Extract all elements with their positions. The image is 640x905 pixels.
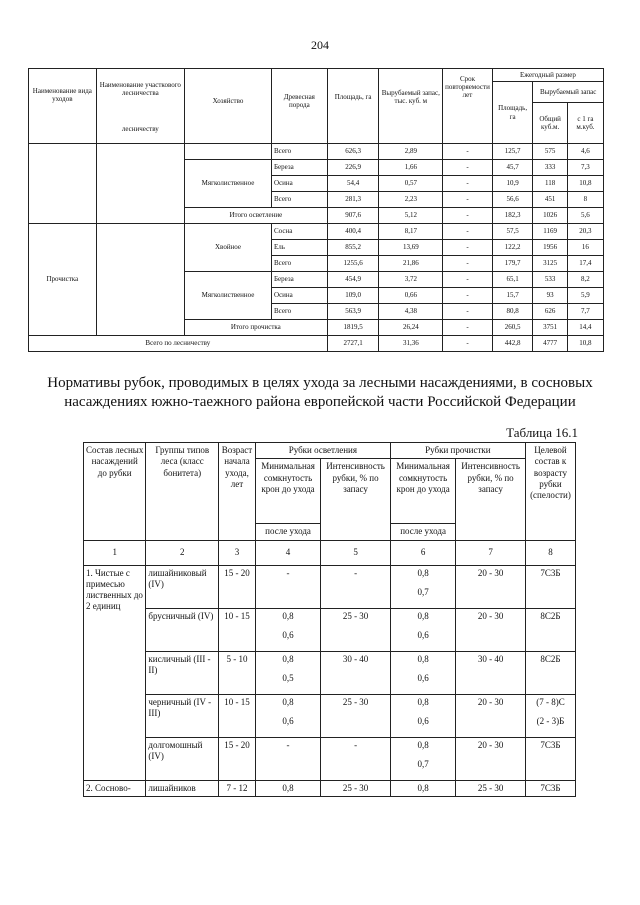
total-cell: 93 [533,288,567,304]
clean-intensity-cell: 20 - 30 [456,737,526,780]
perha-cell: 5,6 [567,208,603,224]
forest-type-cell: лишайниковый (IV) [146,565,219,608]
subtotal-label: Итого прочистка [185,320,328,336]
header-term: Срок повторяемости лет [443,69,493,144]
forest-type-cell: долгомошный (IV) [146,737,219,780]
perha-cell: 20,3 [567,224,603,240]
perha-cell: 5,9 [567,288,603,304]
header-per-ha: с 1 га м.куб. [567,103,603,144]
column-number: 6 [390,540,455,565]
column-number: 3 [219,540,256,565]
aarea-cell: 10,9 [492,176,533,192]
target-cell-top: 7С3Б [540,739,561,750]
clean-min-cell [390,694,455,737]
area-cell: 400,4 [327,224,379,240]
forest-type-cell: кисличный (III - II) [146,651,219,694]
district-cell-cleaning [96,224,184,336]
header-district: Наименование участкового лесничества лесничеству [96,69,184,144]
perha-cell: 14,4 [567,320,603,336]
header-care-type: Наименование вида уходов [29,69,97,144]
forest-care-summary-table [28,68,604,352]
light-min-cell [255,737,320,780]
aarea-cell: 57,5 [492,224,533,240]
area-cell: 563,9 [327,304,379,320]
stock-cell: 21,86 [379,256,443,272]
aarea-cell: 182,3 [492,208,533,224]
clean-min-cell-bottom: 0,7 [417,758,429,769]
farm-cell: Мягколиственное [185,272,272,320]
area-cell: 1255,6 [327,256,379,272]
area-cell: 454,9 [327,272,379,288]
perha-cell: 8 [567,192,603,208]
age-cell: 10 - 15 [219,608,256,651]
header-light-after: после ухода [255,524,320,540]
perha-cell: 10,8 [567,336,603,352]
term-cell: - [443,336,493,352]
term-cell: - [443,224,493,240]
light-min-cell-bottom [258,759,318,770]
target-cell-top: (7 - 8)С [536,696,565,707]
light-intensity-cell: - [321,565,391,608]
total-cell: 118 [533,176,567,192]
area-cell: 907,6 [327,208,379,224]
clean-min-cell-bottom: 0,7 [417,586,429,597]
aarea-cell: 122,2 [492,240,533,256]
header-cleaning: Рубки прочистки [390,443,525,459]
column-number: 7 [456,540,526,565]
target-cell-top: 7С3Б [540,567,561,578]
clean-min-cell-top: 0,8 [417,696,429,707]
clean-min-cell [390,651,455,694]
light-min-cell [255,694,320,737]
header-composition: Состав лесных насаждений до рубки [84,443,146,541]
age-cell: 7 - 12 [219,780,256,796]
light-min-cell-bottom: 0,6 [282,715,294,726]
term-cell: - [443,272,493,288]
header-species: Древесная порода [272,69,328,144]
species-cell: Ель [272,240,328,256]
target-cell [525,565,575,608]
header-stock: Вырубаемый запас, тыс. куб. м [379,69,443,144]
header-target: Целевой состав к возрасту рубки (спелости) [525,443,575,541]
header-age: Возраст начала ухода, лет [219,443,256,541]
age-cell: 10 - 15 [219,694,256,737]
total-cell: 451 [533,192,567,208]
light-min-cell-top: 0,8 [282,610,294,621]
term-cell: - [443,208,493,224]
farm-cell: Хвойное [185,224,272,272]
term-cell: - [443,192,493,208]
light-intensity-cell: 25 - 30 [321,694,391,737]
clean-min-cell-bottom: 0,6 [417,672,429,683]
target-cell [525,651,575,694]
area-cell: 1819,5 [327,320,379,336]
total-cell: 4777 [533,336,567,352]
stock-cell: 31,36 [379,336,443,352]
area-cell: 226,9 [327,160,379,176]
aarea-cell: 45,7 [492,160,533,176]
stock-cell: 0,57 [379,176,443,192]
clean-min-cell-bottom: 0,6 [417,629,429,640]
column-number: 4 [255,540,320,565]
aarea-cell: 179,7 [492,256,533,272]
aarea-cell: 56,6 [492,192,533,208]
stock-cell: 2,23 [379,192,443,208]
district-cell-light [96,144,184,224]
table-row [29,144,604,160]
light-min-cell [255,651,320,694]
age-cell: 15 - 20 [219,737,256,780]
age-cell: 5 - 10 [219,651,256,694]
target-cell-bottom [528,673,573,684]
table-row [84,651,576,694]
farm-cell: Мягколиственное [185,160,272,208]
header-total: Общий куб.м. [533,103,567,144]
header-area: Площадь, га [327,69,379,144]
clean-min-cell-top: 0,8 [417,567,429,578]
term-cell: - [443,176,493,192]
column-number: 5 [321,540,391,565]
light-intensity-cell: 30 - 40 [321,651,391,694]
clean-intensity-cell: 20 - 30 [456,694,526,737]
header-clean-intensity: Интенсивность рубки, % по запасу [456,459,526,540]
header-forest-type: Группы типов леса (класс бонитета) [146,443,219,541]
header-district-extra: лесничеству [121,125,159,134]
stock-cell: 26,24 [379,320,443,336]
stock-cell: 1,66 [379,160,443,176]
perha-cell: 7,3 [567,160,603,176]
table-row [84,565,576,608]
clean-intensity-cell: 20 - 30 [456,608,526,651]
section-heading: Нормативы рубок, проводимых в целях ухода за лесными насаждениями, в сосновых насаждениях южно-таежного района европейской части Российской Федерации [47,375,593,410]
thinning-norms-table [83,442,576,797]
light-min-cell-top: - [286,739,290,750]
clean-min-cell [390,608,455,651]
species-cell: Осина [272,176,328,192]
perha-cell: 16 [567,240,603,256]
target-cell-bottom: (2 - 3)Б [536,715,565,726]
stock-cell: 13,69 [379,240,443,256]
target-cell-bottom [528,759,573,770]
light-min-cell: 0,8 [255,780,320,796]
grand-total-row [29,336,604,352]
target-cell-bottom [528,587,573,598]
forest-type-cell: брусничный (IV) [146,608,219,651]
species-cell: Осина [272,288,328,304]
clean-min-cell [390,737,455,780]
clean-min-cell-bottom: 0,6 [417,715,429,726]
total-cell: 1169 [533,224,567,240]
care-type-cell: Прочистка [29,224,97,336]
composition-group: 1. Чистые с примесью лиственных до 2 единиц [84,565,146,780]
term-cell: - [443,256,493,272]
forest-type-cell: лишайников [146,780,219,796]
term-cell: - [443,240,493,256]
header-clean-min: Минимальная сомкнутость крон до ухода [390,459,455,524]
clean-min-cell [390,565,455,608]
light-min-cell-bottom [258,587,318,598]
light-min-cell-bottom: 0,6 [282,629,294,640]
perha-cell: 4,6 [567,144,603,160]
aarea-cell: 260,5 [492,320,533,336]
area-cell: 855,2 [327,240,379,256]
grand-total-label: Всего по лесничеству [29,336,328,352]
total-cell: 1956 [533,240,567,256]
clean-min-cell-top: 0,8 [417,739,429,750]
term-cell: - [443,320,493,336]
light-min-cell-top: 0,8 [282,696,294,707]
farm-cell [185,144,272,160]
header-light-intensity: Интенсивность рубки, % по запасу [321,459,391,540]
stock-cell: 3,72 [379,272,443,288]
light-min-cell-top: - [286,567,290,578]
header-farm: Хозяйство [185,69,272,144]
page-number: 204 [311,38,329,52]
aarea-cell: 65,1 [492,272,533,288]
subtotal-label: Итого осветление [185,208,328,224]
clean-intensity-cell: 25 - 30 [456,780,526,796]
table-row [29,224,604,240]
aarea-cell: 125,7 [492,144,533,160]
species-cell: Береза [272,272,328,288]
table-row [84,694,576,737]
table-label: Таблица 16.1 [506,425,578,440]
clean-min-cell-top: 0,8 [417,610,429,621]
clean-intensity-cell: 20 - 30 [456,565,526,608]
aarea-cell: 80,8 [492,304,533,320]
term-cell: - [443,288,493,304]
term-cell: - [443,144,493,160]
species-cell: Всего [272,192,328,208]
term-cell: - [443,160,493,176]
target-cell [525,608,575,651]
clean-intensity-cell: 30 - 40 [456,651,526,694]
target-cell-top: 8С2Б [540,653,561,664]
column-number-row [84,540,576,565]
total-cell: 575 [533,144,567,160]
target-cell [525,694,575,737]
light-min-cell [255,608,320,651]
table-row [84,737,576,780]
target-cell-bottom [528,630,573,641]
total-cell: 1026 [533,208,567,224]
aarea-cell: 442,8 [492,336,533,352]
area-cell: 281,3 [327,192,379,208]
species-cell: Всего [272,144,328,160]
perha-cell: 17,4 [567,256,603,272]
column-number: 2 [146,540,219,565]
forest-type-cell: черничный (IV - III) [146,694,219,737]
aarea-cell: 15,7 [492,288,533,304]
light-min-cell [255,565,320,608]
total-cell: 533 [533,272,567,288]
total-cell: 3751 [533,320,567,336]
header-light-min: Минимальная сомкнутость крон до ухода [255,459,320,524]
area-cell: 109,0 [327,288,379,304]
composition-group: 2. Сосново- [84,780,146,796]
light-intensity-cell: 25 - 30 [321,780,391,796]
stock-cell: 4,38 [379,304,443,320]
clean-min-cell: 0,8 [390,780,455,796]
area-cell: 54,4 [327,176,379,192]
table-row [84,608,576,651]
header-light-cutting: Рубки осветления [255,443,390,459]
age-cell: 15 - 20 [219,565,256,608]
target-cell: 7С3Б [525,780,575,796]
species-cell: Сосна [272,224,328,240]
light-min-cell-top: 0,8 [282,653,294,664]
header-annual: Ежегодный размер [492,69,603,82]
total-cell: 333 [533,160,567,176]
term-cell: - [443,304,493,320]
light-min-cell-bottom: 0,5 [282,672,294,683]
stock-cell: 5,12 [379,208,443,224]
table-row-last [84,780,576,796]
column-number: 8 [525,540,575,565]
header-annual-stock: Вырубаемый запас [533,82,604,103]
total-cell: 626 [533,304,567,320]
target-cell-top: 8С2Б [540,610,561,621]
area-cell: 626,3 [327,144,379,160]
area-cell: 2727,1 [327,336,379,352]
column-number: 1 [84,540,146,565]
total-cell: 3125 [533,256,567,272]
perha-cell: 8,2 [567,272,603,288]
species-cell: Береза [272,160,328,176]
light-intensity-cell: - [321,737,391,780]
species-cell: Всего [272,256,328,272]
perha-cell: 10,8 [567,176,603,192]
target-cell [525,737,575,780]
header-annual-area: Площадь, га [492,82,533,144]
stock-cell: 8,17 [379,224,443,240]
stock-cell: 0,66 [379,288,443,304]
header-clean-after: после ухода [390,524,455,540]
perha-cell: 7,7 [567,304,603,320]
stock-cell: 2,89 [379,144,443,160]
care-type-cell-light [29,144,97,224]
species-cell: Всего [272,304,328,320]
light-intensity-cell: 25 - 30 [321,608,391,651]
clean-min-cell-top: 0,8 [417,653,429,664]
